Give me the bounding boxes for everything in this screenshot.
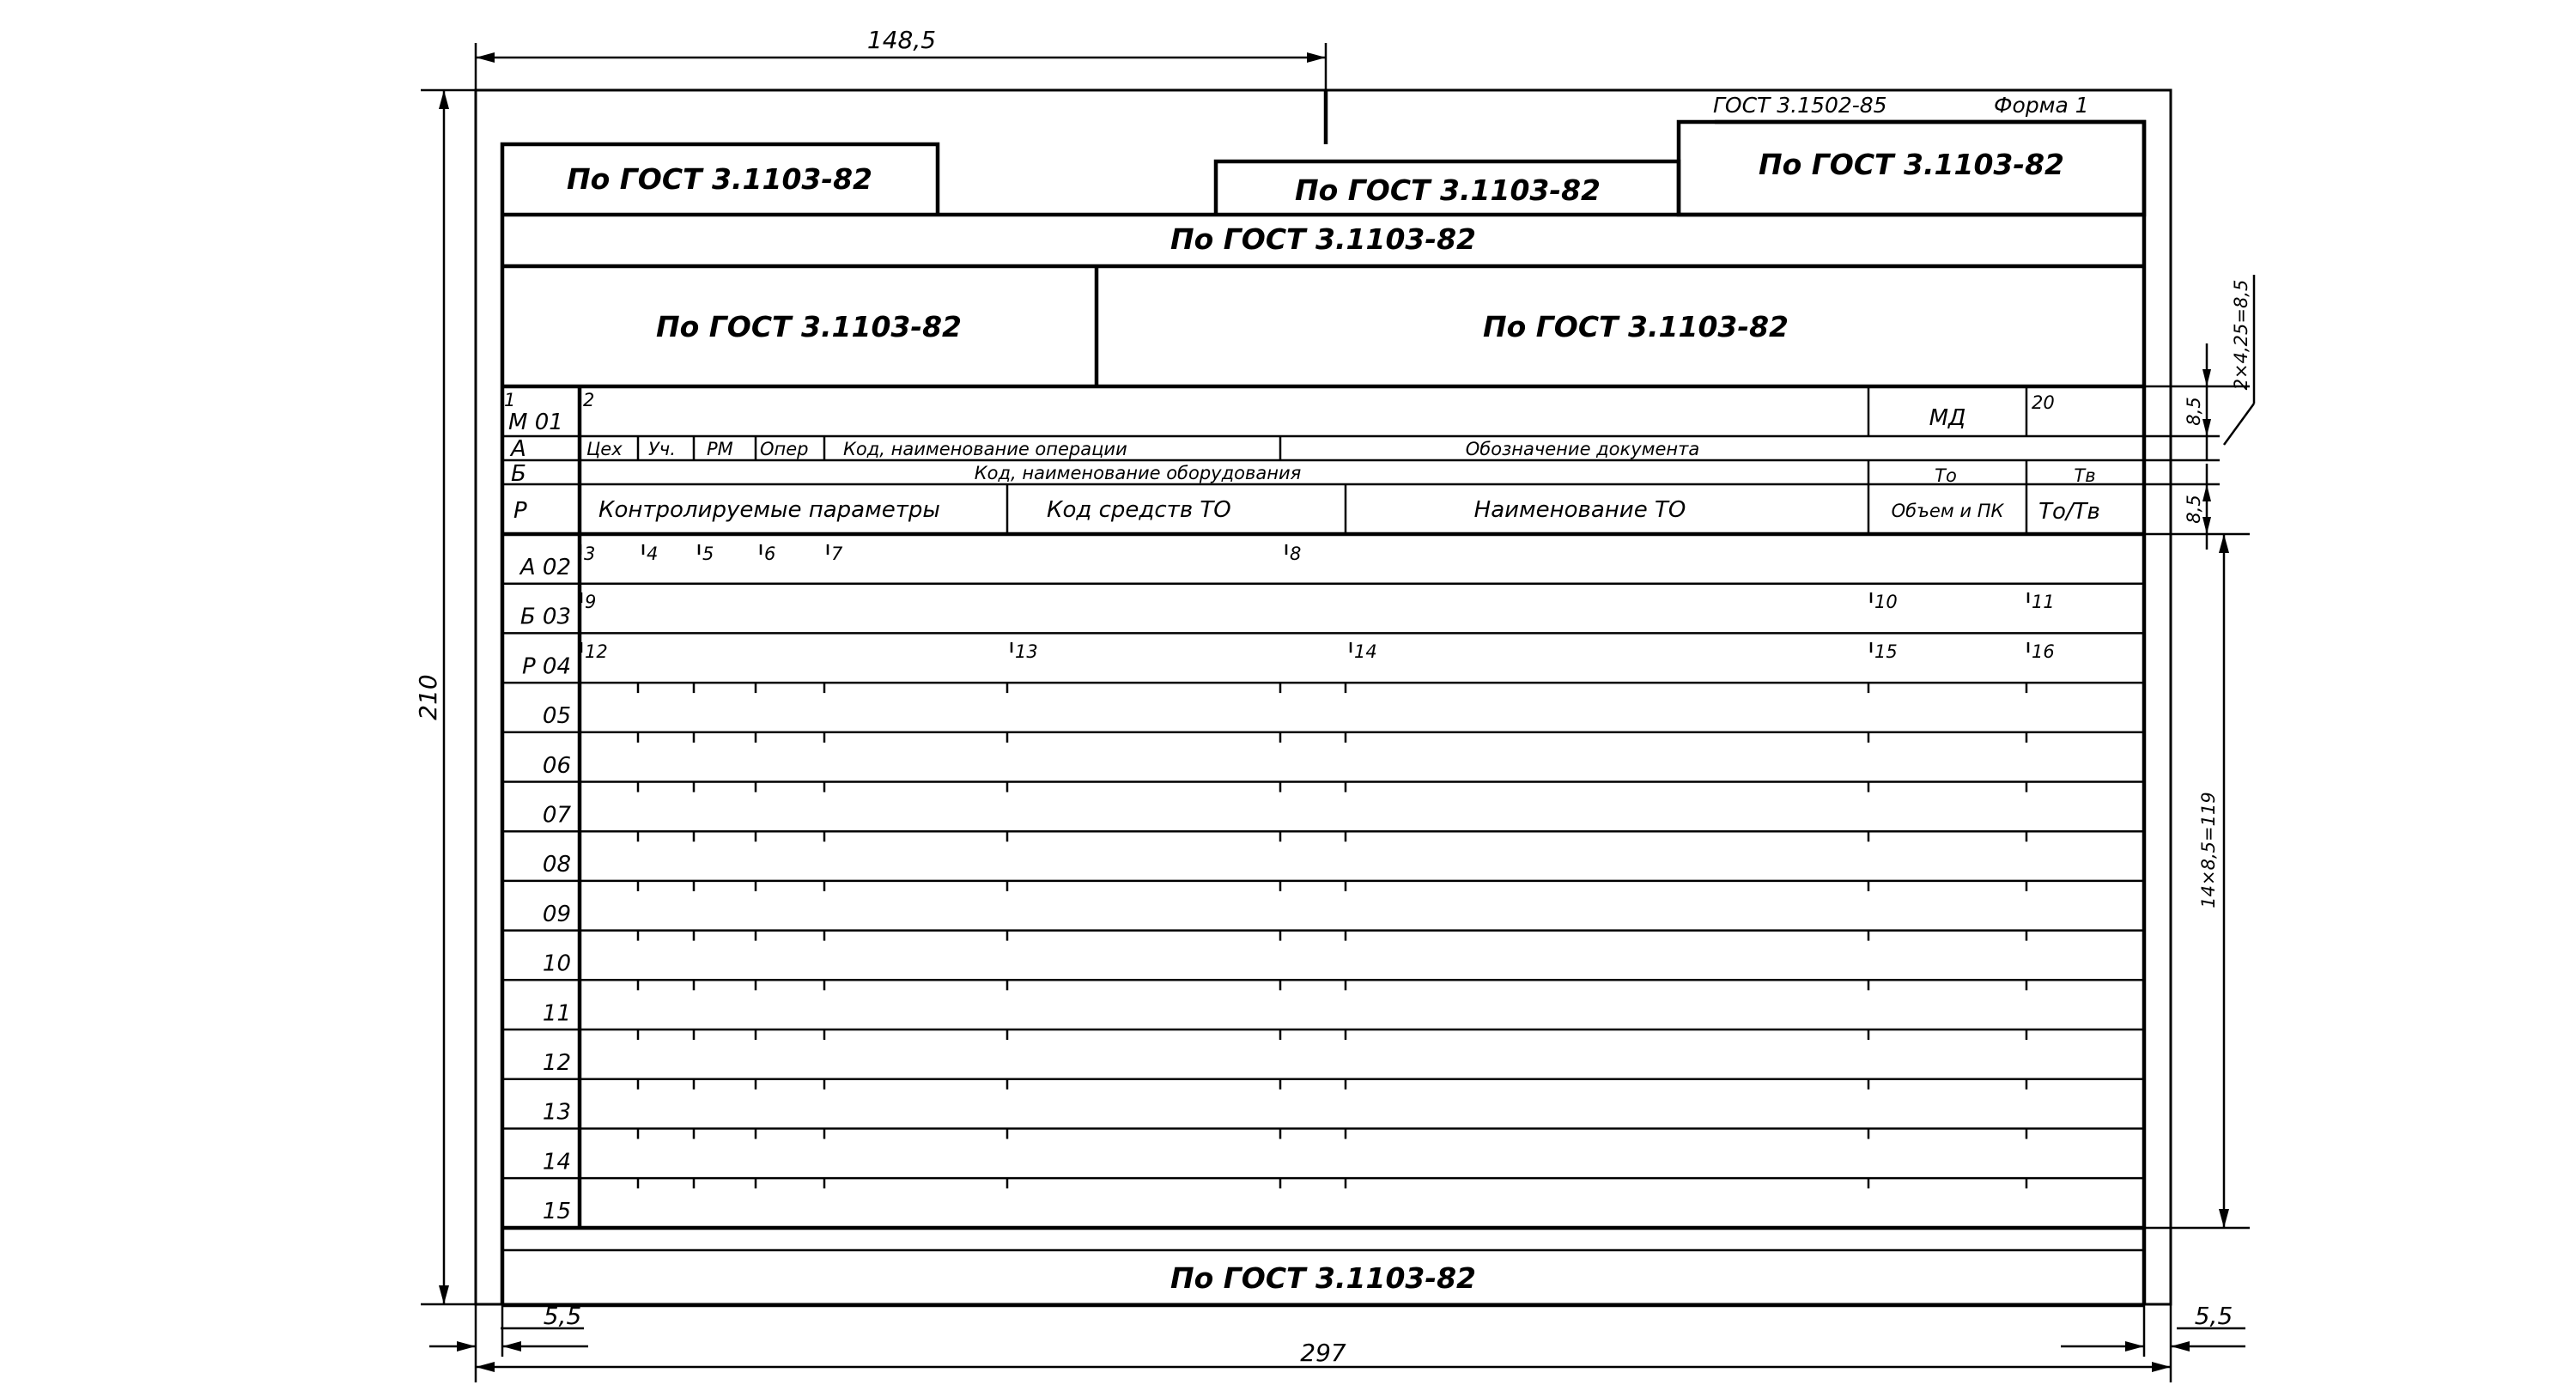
data-row-label: 05 bbox=[542, 703, 571, 730]
field-number-12: 12 bbox=[585, 641, 608, 662]
data-row-label: 07 bbox=[542, 802, 571, 829]
data-row-label: 12 bbox=[542, 1050, 571, 1076]
header-workplace: РМ bbox=[707, 439, 733, 459]
md-label: МД bbox=[1929, 405, 1966, 431]
data-row-label: 11 bbox=[542, 1000, 571, 1027]
field-number-14: 14 bbox=[1354, 641, 1377, 662]
row-label-a: А bbox=[511, 436, 526, 462]
field-number-5: 5 bbox=[702, 544, 714, 564]
row-label-r: Р bbox=[513, 498, 527, 524]
field-number-3: 3 bbox=[584, 544, 596, 564]
data-row-label: 08 bbox=[542, 852, 571, 878]
header-tv: Тв bbox=[2074, 465, 2096, 486]
field-number-8: 8 bbox=[1290, 544, 1302, 564]
header-operation: Опер bbox=[760, 439, 809, 459]
data-row-label: Р 04 bbox=[521, 653, 571, 680]
dim-height: 210 bbox=[414, 674, 442, 720]
header-to-tv: То/Тв bbox=[2038, 499, 2100, 525]
header-operation-name: Код, наименование операции bbox=[843, 439, 1127, 459]
field-number-20: 20 bbox=[2032, 392, 2055, 413]
field-number-9: 9 bbox=[585, 592, 597, 612]
data-row-label: 10 bbox=[542, 951, 571, 977]
field-number-13: 13 bbox=[1015, 641, 1038, 662]
header-to: То bbox=[1935, 465, 1957, 486]
ref-block-right: По ГОСТ 3.1103-82 bbox=[1482, 310, 1789, 343]
header-section: Уч. bbox=[648, 439, 676, 459]
form-label: Форма 1 bbox=[1994, 93, 2089, 118]
field-numbers bbox=[580, 544, 2055, 662]
data-row-label: 06 bbox=[542, 752, 571, 779]
field-number-4: 4 bbox=[647, 544, 659, 564]
data-row-label: А 02 bbox=[519, 555, 571, 580]
ref-box-middle: По ГОСТ 3.1103-82 bbox=[1294, 173, 1601, 207]
header-document: Обозначение документа bbox=[1465, 439, 1700, 459]
field-number-10: 10 bbox=[1874, 592, 1898, 612]
field-number-7: 7 bbox=[831, 544, 843, 564]
dim-half-width: 148,5 bbox=[866, 26, 937, 54]
dim-row-height-2: 8,5 bbox=[2184, 495, 2204, 524]
field-number-6: 6 bbox=[764, 544, 776, 564]
header-to-code: Код средств ТО bbox=[1047, 497, 1231, 523]
header-to-name: Наименование ТО bbox=[1473, 497, 1686, 523]
field-number-11: 11 bbox=[2032, 592, 2055, 612]
dim-header-rows: 2×4,25=8,5 bbox=[2231, 279, 2251, 391]
header-shop: Цех bbox=[586, 439, 623, 459]
data-row-label: 14 bbox=[542, 1149, 571, 1175]
top-stamp-boxes bbox=[502, 90, 2144, 1250]
dim-row-height-1: 8,5 bbox=[2184, 397, 2204, 426]
header-equipment: Код, наименование оборудования bbox=[974, 463, 1302, 483]
standard-label: ГОСТ 3.1502-85 bbox=[1713, 93, 1887, 118]
sheet-outline bbox=[476, 90, 2171, 1305]
field-number-2: 2 bbox=[583, 390, 595, 410]
ref-bottom: По ГОСТ 3.1103-82 bbox=[1170, 1261, 1477, 1295]
row-labels bbox=[519, 555, 572, 1224]
dim-rows-total: 14×8,5=119 bbox=[2198, 792, 2219, 908]
row-label-m01: М 01 bbox=[508, 410, 563, 435]
dim-margin-right: 5,5 bbox=[2194, 1302, 2233, 1330]
data-row-label: 13 bbox=[542, 1099, 571, 1126]
ref-block-left: По ГОСТ 3.1103-82 bbox=[655, 310, 963, 343]
ref-box-right: По ГОСТ 3.1103-82 bbox=[1758, 148, 2065, 181]
data-row-label: 15 bbox=[542, 1199, 571, 1225]
dim-width: 297 bbox=[1300, 1339, 1346, 1367]
field-number-16: 16 bbox=[2032, 641, 2055, 662]
row-label-b: Б bbox=[511, 461, 526, 487]
header-params: Контролируемые параметры bbox=[598, 497, 940, 523]
field-number-1: 1 bbox=[504, 390, 516, 410]
dim-margin-left: 5,5 bbox=[543, 1302, 582, 1330]
ref-strip: По ГОСТ 3.1103-82 bbox=[1170, 222, 1477, 256]
data-row-label: 09 bbox=[542, 901, 571, 927]
field-number-15: 15 bbox=[1874, 641, 1898, 662]
header-volume: Объем и ПК bbox=[1891, 501, 2004, 521]
data-row-label: Б 03 bbox=[519, 604, 571, 630]
data-grid bbox=[502, 584, 2144, 1188]
ref-box-left: По ГОСТ 3.1103-82 bbox=[566, 162, 873, 196]
